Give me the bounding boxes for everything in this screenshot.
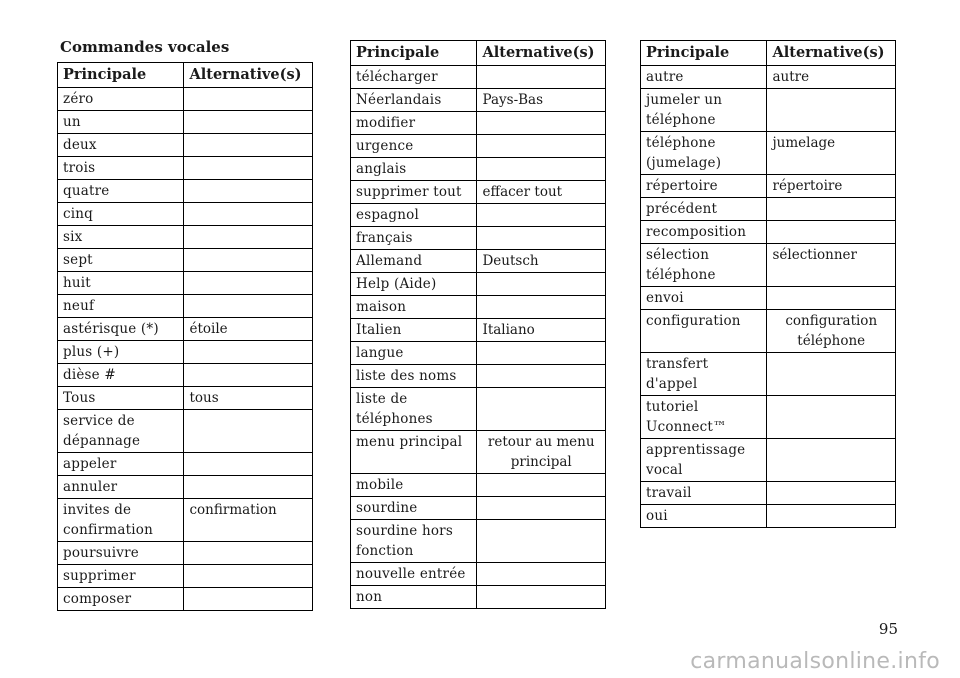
command-alternative: [184, 249, 313, 272]
command-main: zéro: [58, 88, 184, 111]
command-main: travail: [641, 482, 767, 505]
command-alternative: [477, 586, 606, 609]
command-main: supprimer tout: [351, 181, 477, 204]
command-main: menu principal: [351, 431, 477, 474]
command-main: envoi: [641, 287, 767, 310]
command-main: annuler: [58, 476, 184, 499]
table-row: [58, 499, 313, 542]
table-row: [351, 474, 606, 497]
command-main: sélection téléphone: [641, 244, 767, 287]
command-main: sept: [58, 249, 184, 272]
voice-commands-table-1: [57, 62, 313, 611]
command-main: non: [351, 586, 477, 609]
command-alternative: [184, 565, 313, 588]
command-alternative: autre: [767, 66, 896, 89]
command-main: français: [351, 227, 477, 250]
command-main: anglais: [351, 158, 477, 181]
command-alternative: [477, 112, 606, 135]
table-row: [58, 111, 313, 134]
command-alternative: étoile: [184, 318, 313, 341]
table-row: [641, 353, 896, 396]
command-main: astérisque (*): [58, 318, 184, 341]
command-main: espagnol: [351, 204, 477, 227]
table-row: [351, 365, 606, 388]
table-row: [351, 250, 606, 273]
table-row: [58, 157, 313, 180]
command-alternative: [184, 364, 313, 387]
command-alternative: [477, 204, 606, 227]
command-main: téléphone (jumelage): [641, 132, 767, 175]
command-main: un: [58, 111, 184, 134]
table-row: [58, 249, 313, 272]
command-alternative: [184, 180, 313, 203]
table-header-row: [58, 63, 313, 88]
command-alternative: Deutsch: [477, 250, 606, 273]
command-alternative: [767, 396, 896, 439]
command-alternative: effacer tout: [477, 181, 606, 204]
command-alternative: [184, 453, 313, 476]
table-row: [641, 439, 896, 482]
command-alternative: jumelage: [767, 132, 896, 175]
command-alternative: Italiano: [477, 319, 606, 342]
command-main: neuf: [58, 295, 184, 318]
table-row: [58, 341, 313, 364]
table-row: [351, 388, 606, 431]
command-alternative: confirmation: [184, 499, 313, 542]
command-alternative: [477, 474, 606, 497]
command-alternative: [477, 520, 606, 563]
command-alternative: répertoire: [767, 175, 896, 198]
table-row: [351, 158, 606, 181]
command-main: huit: [58, 272, 184, 295]
command-main: supprimer: [58, 565, 184, 588]
command-main: deux: [58, 134, 184, 157]
command-main: configuration: [641, 310, 767, 353]
command-alternative: [184, 476, 313, 499]
command-alternative: [477, 158, 606, 181]
table-row: [58, 410, 313, 453]
command-alternative: [184, 134, 313, 157]
command-alternative: [184, 410, 313, 453]
command-main: plus (+): [58, 341, 184, 364]
command-main: oui: [641, 505, 767, 528]
command-main: mobile: [351, 474, 477, 497]
command-alternative: [184, 588, 313, 611]
command-alternative: [184, 203, 313, 226]
table-row: [58, 295, 313, 318]
command-main: précédent: [641, 198, 767, 221]
command-main: service de dépannage: [58, 410, 184, 453]
header-alt: Alternative(s): [767, 41, 896, 66]
command-main: transfert d'appel: [641, 353, 767, 396]
command-alternative: [184, 295, 313, 318]
table-row: [351, 204, 606, 227]
table-row: [641, 66, 896, 89]
table-row: [641, 482, 896, 505]
command-alternative: [184, 341, 313, 364]
table-row: [58, 364, 313, 387]
page-number: 95: [878, 620, 898, 638]
table-header-row: [641, 41, 896, 66]
command-main: Allemand: [351, 250, 477, 273]
command-main: quatre: [58, 180, 184, 203]
table-row: [58, 88, 313, 111]
command-main: autre: [641, 66, 767, 89]
table-row: [641, 132, 896, 175]
command-alternative: [477, 497, 606, 520]
command-alternative: [184, 157, 313, 180]
command-main: modifier: [351, 112, 477, 135]
watermark: carmanualsonline.info: [690, 649, 940, 674]
table-row: [58, 453, 313, 476]
command-main: composer: [58, 588, 184, 611]
command-alternative: [767, 505, 896, 528]
header-alt: Alternative(s): [477, 41, 606, 66]
voice-commands-table-3: [640, 40, 896, 528]
command-main: jumeler un téléphone: [641, 89, 767, 132]
command-main: recomposition: [641, 221, 767, 244]
table-row: [58, 542, 313, 565]
command-alternative: [767, 287, 896, 310]
table-row: [351, 89, 606, 112]
command-main: tutoriel Uconnect™: [641, 396, 767, 439]
command-main: Tous: [58, 387, 184, 410]
table-row: [351, 135, 606, 158]
table-row: [641, 287, 896, 310]
header-main: Principale: [58, 63, 184, 88]
table-row: [58, 387, 313, 410]
table-row: [351, 112, 606, 135]
command-alternative: [477, 296, 606, 319]
command-alternative: [477, 365, 606, 388]
table-row: [641, 198, 896, 221]
command-alternative: [184, 111, 313, 134]
command-alternative: [184, 88, 313, 111]
command-main: poursuivre: [58, 542, 184, 565]
command-main: répertoire: [641, 175, 767, 198]
command-alternative: [477, 273, 606, 296]
table-row: [641, 310, 896, 353]
table-row: [351, 296, 606, 319]
table-row: [58, 272, 313, 295]
table-row: [58, 565, 313, 588]
command-alternative: [184, 226, 313, 249]
section-title: Commandes vocales: [60, 38, 230, 56]
command-main: urgence: [351, 135, 477, 158]
command-main: invites de confirmation: [58, 499, 184, 542]
table-row: [351, 181, 606, 204]
command-main: Help (Aide): [351, 273, 477, 296]
command-main: six: [58, 226, 184, 249]
command-alternative: [767, 439, 896, 482]
header-main: Principale: [641, 41, 767, 66]
table-row: [641, 221, 896, 244]
command-alternative: [477, 135, 606, 158]
command-alternative: [767, 353, 896, 396]
command-alternative: [477, 342, 606, 365]
command-alternative: [477, 227, 606, 250]
table-header-row: [351, 41, 606, 66]
table-row: [58, 476, 313, 499]
command-main: apprentissage vocal: [641, 439, 767, 482]
command-main: cinq: [58, 203, 184, 226]
command-main: dièse #: [58, 364, 184, 387]
table-row: [58, 318, 313, 341]
command-alternative: retour au menu principal: [477, 431, 606, 474]
table-row: [351, 66, 606, 89]
table-row: [58, 180, 313, 203]
command-main: Italien: [351, 319, 477, 342]
command-alternative: [477, 66, 606, 89]
table-row: [351, 431, 606, 474]
table-row: [641, 89, 896, 132]
command-alternative: tous: [184, 387, 313, 410]
command-alternative: [767, 221, 896, 244]
header-alt: Alternative(s): [184, 63, 313, 88]
command-main: langue: [351, 342, 477, 365]
table-row: [351, 319, 606, 342]
command-alternative: Pays-Bas: [477, 89, 606, 112]
command-main: Néerlandais: [351, 89, 477, 112]
header-main: Principale: [351, 41, 477, 66]
table-row: [641, 244, 896, 287]
table-row: [641, 175, 896, 198]
table-row: [58, 134, 313, 157]
command-main: maison: [351, 296, 477, 319]
table-row: [351, 586, 606, 609]
command-main: télécharger: [351, 66, 477, 89]
table-row: [641, 396, 896, 439]
table-row: [351, 227, 606, 250]
table-row: [641, 505, 896, 528]
table-row: [351, 342, 606, 365]
command-main: trois: [58, 157, 184, 180]
table-row: [58, 203, 313, 226]
command-alternative: [767, 89, 896, 132]
command-main: nouvelle entrée: [351, 563, 477, 586]
command-alternative: [767, 198, 896, 221]
command-alternative: [184, 272, 313, 295]
command-alternative: [477, 563, 606, 586]
voice-commands-table-2: [350, 40, 606, 609]
table-row: [58, 588, 313, 611]
command-main: appeler: [58, 453, 184, 476]
command-main: liste de téléphones: [351, 388, 477, 431]
table-row: [351, 497, 606, 520]
command-main: sourdine hors fonction: [351, 520, 477, 563]
table-row: [351, 273, 606, 296]
command-alternative: configuration téléphone: [767, 310, 896, 353]
table-row: [351, 563, 606, 586]
command-main: liste des noms: [351, 365, 477, 388]
table-row: [351, 520, 606, 563]
command-alternative: sélectionner: [767, 244, 896, 287]
command-main: sourdine: [351, 497, 477, 520]
command-alternative: [767, 482, 896, 505]
command-alternative: [184, 542, 313, 565]
command-alternative: [477, 388, 606, 431]
table-row: [58, 226, 313, 249]
